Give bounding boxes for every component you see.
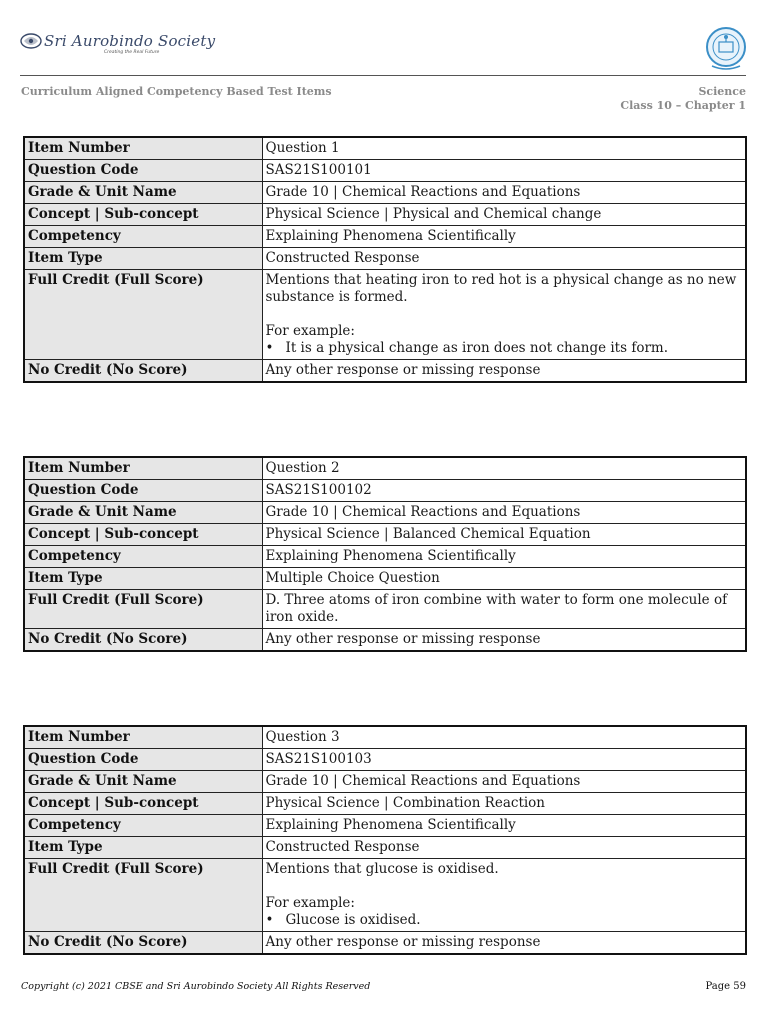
item-number-value: Question 3 bbox=[262, 726, 746, 749]
society-emblem-icon bbox=[20, 30, 42, 52]
table-row bbox=[24, 629, 746, 652]
example-text: It is a physical change as iron does not change its form. bbox=[285, 340, 668, 356]
test-item-table bbox=[23, 456, 747, 652]
table-row bbox=[24, 204, 746, 226]
item-type-value: Constructed Response bbox=[262, 248, 746, 270]
table-row bbox=[24, 815, 746, 837]
logo-tagline: Creating the Real Future bbox=[104, 50, 160, 55]
grade-unit-value: Grade 10 | Chemical Reactions and Equations bbox=[262, 502, 746, 524]
field-label: Concept | Sub-concept bbox=[24, 204, 262, 226]
copyright-notice: Copyright (c) 2021 CBSE and Sri Aurobindo Society All Rights Reserved bbox=[21, 981, 371, 992]
bullet-icon: • bbox=[265, 340, 274, 356]
field-label: Item Type bbox=[24, 568, 262, 590]
field-label: Concept | Sub-concept bbox=[24, 793, 262, 815]
concept-value: Physical Science | Balanced Chemical Equation bbox=[262, 524, 746, 546]
concept-value: Physical Science | Combination Reaction bbox=[262, 793, 746, 815]
field-label: Concept | Sub-concept bbox=[24, 524, 262, 546]
no-credit-value: Any other response or missing response bbox=[262, 932, 746, 955]
field-label: Question Code bbox=[24, 160, 262, 182]
grade-unit-value: Grade 10 | Chemical Reactions and Equations bbox=[262, 771, 746, 793]
subject-info bbox=[620, 85, 746, 113]
competency-value: Explaining Phenomena Scientifically bbox=[262, 226, 746, 248]
bullet-icon: • bbox=[265, 912, 274, 928]
field-label: Grade & Unit Name bbox=[24, 502, 262, 524]
table-row bbox=[24, 182, 746, 204]
field-label: No Credit (No Score) bbox=[24, 629, 262, 652]
example-bullet bbox=[266, 340, 743, 357]
grade-unit-value: Grade 10 | Chemical Reactions and Equations bbox=[262, 182, 746, 204]
field-label: Competency bbox=[24, 815, 262, 837]
table-row bbox=[24, 771, 746, 793]
competency-value: Explaining Phenomena Scientifically bbox=[262, 815, 746, 837]
cbse-seal-icon bbox=[704, 26, 748, 72]
field-label: Item Number bbox=[24, 137, 262, 160]
test-item-table bbox=[23, 136, 747, 383]
example-label: For example: bbox=[265, 895, 355, 911]
field-label: Item Number bbox=[24, 457, 262, 480]
item-type-value: Multiple Choice Question bbox=[262, 568, 746, 590]
table-row bbox=[24, 837, 746, 859]
header-rule bbox=[20, 75, 746, 76]
table-row bbox=[24, 546, 746, 568]
table-row bbox=[24, 932, 746, 955]
question-code-value: SAS21S100103 bbox=[262, 749, 746, 771]
table-row bbox=[24, 590, 746, 629]
field-label: Question Code bbox=[24, 480, 262, 502]
item-number-value: Question 1 bbox=[262, 137, 746, 160]
full-credit-text: Mentions that glucose is oxidised. bbox=[265, 861, 499, 877]
field-label: Grade & Unit Name bbox=[24, 182, 262, 204]
document-title: Curriculum Aligned Competency Based Test Items bbox=[21, 85, 332, 98]
table-row bbox=[24, 457, 746, 480]
field-label: Item Type bbox=[24, 248, 262, 270]
field-label: No Credit (No Score) bbox=[24, 932, 262, 955]
page-header bbox=[20, 26, 748, 76]
test-item-table bbox=[23, 725, 747, 955]
subject-label: Science bbox=[698, 85, 746, 98]
item-type-value: Constructed Response bbox=[262, 837, 746, 859]
logo-wordmark: Sri Aurobindo Society bbox=[44, 32, 216, 50]
field-label: Full Credit (Full Score) bbox=[24, 590, 262, 629]
page-number: Page 59 bbox=[705, 981, 746, 992]
table-row bbox=[24, 248, 746, 270]
field-label: Competency bbox=[24, 546, 262, 568]
full-credit-text: Mentions that heating iron to red hot is a physical change as no new substance is formed. bbox=[265, 272, 737, 305]
no-credit-value: Any other response or missing response bbox=[262, 360, 746, 383]
concept-value: Physical Science | Physical and Chemical change bbox=[262, 204, 746, 226]
field-label: Item Number bbox=[24, 726, 262, 749]
table-row bbox=[24, 859, 746, 932]
question-code-value: SAS21S100102 bbox=[262, 480, 746, 502]
example-bullet bbox=[266, 912, 743, 929]
table-row bbox=[24, 749, 746, 771]
table-row bbox=[24, 793, 746, 815]
no-credit-value: Any other response or missing response bbox=[262, 629, 746, 652]
field-label: Item Type bbox=[24, 837, 262, 859]
field-label: No Credit (No Score) bbox=[24, 360, 262, 383]
example-text: Glucose is oxidised. bbox=[285, 912, 421, 928]
item-number-value: Question 2 bbox=[262, 457, 746, 480]
competency-value: Explaining Phenomena Scientifically bbox=[262, 546, 746, 568]
full-credit-value bbox=[262, 270, 746, 360]
table-row bbox=[24, 502, 746, 524]
table-row bbox=[24, 160, 746, 182]
question-code-value: SAS21S100101 bbox=[262, 160, 746, 182]
field-label: Full Credit (Full Score) bbox=[24, 859, 262, 932]
full-credit-value bbox=[262, 859, 746, 932]
sri-aurobindo-society-logo bbox=[20, 30, 215, 52]
table-row bbox=[24, 137, 746, 160]
field-label: Grade & Unit Name bbox=[24, 771, 262, 793]
table-row bbox=[24, 480, 746, 502]
class-chapter-label: Class 10 – Chapter 1 bbox=[620, 99, 746, 112]
table-row bbox=[24, 360, 746, 383]
table-row bbox=[24, 524, 746, 546]
field-label: Competency bbox=[24, 226, 262, 248]
full-credit-value: D. Three atoms of iron combine with water to form one molecule of iron oxide. bbox=[262, 590, 746, 629]
field-label: Question Code bbox=[24, 749, 262, 771]
field-label: Full Credit (Full Score) bbox=[24, 270, 262, 360]
example-label: For example: bbox=[265, 323, 355, 339]
table-row bbox=[24, 270, 746, 360]
table-row bbox=[24, 726, 746, 749]
table-row bbox=[24, 226, 746, 248]
table-row bbox=[24, 568, 746, 590]
